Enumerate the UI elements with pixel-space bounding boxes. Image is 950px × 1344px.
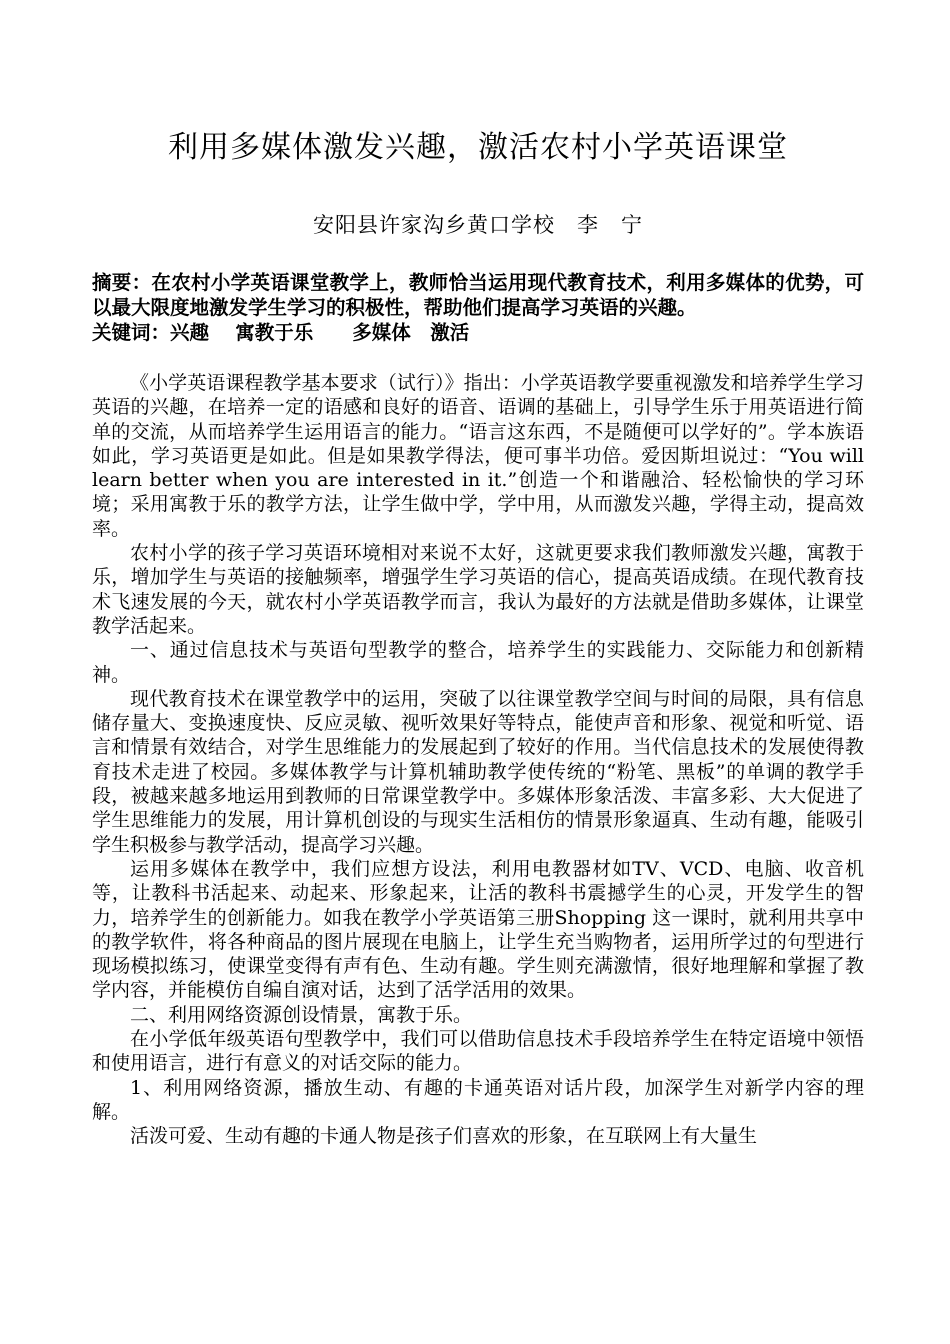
subsection-heading: 1、利用网络资源，播放生动、有趣的卡通英语对话片段，加深学生对新学内容的理解。 xyxy=(92,1076,864,1123)
paragraph: 在小学低年级英语句型教学中，我们可以借助信息技术手段培养学生在特定语境中领悟和使用语言，进行有意义的对话交际的能力。 xyxy=(92,1028,864,1075)
paragraph: 农村小学的孩子学习英语环境相对来说不太好，这就更要求我们教师激发兴趣，寓教于乐，增加学生与英语的接触频率，增强学生学习英语的信心，提高英语成绩。在现代教育技术飞速发展的今天，就农村小学英语教学而言，我认为最好的方法就是借助多媒体，让课堂教学活起来。 xyxy=(92,542,864,637)
body-text xyxy=(92,371,864,1149)
paragraph: 活泼可爱、生动有趣的卡通人物是孩子们喜欢的形象，在互联网上有大量生 xyxy=(130,1125,758,1148)
paragraph: 运用多媒体在教学中，我们应想方设法，利用电教器材如TV、VCD、电脑、收音机等，让教科书活起来、动起来、形象起来，让活的教科书震撼学生的心灵，开发学生的智力，培养学生的创新能力。如我在教学小学英语第三册Shopping 这一课时，就利用共享中的教学软件，将各种商品的图片展现在电脑上，让学生充当购物者，运用所学过的句型进行现场模拟练习，使课堂变得有声有色、生动有趣。学生则充满激情，很好地理解和掌握了教学内容，并能模仿自编自演对话，达到了活学活用的效果。 xyxy=(92,857,864,1002)
paragraph: 《小学英语课程教学基本要求（试行）》指出：小学英语教学要重视激发和培养学生学习英语的兴趣，在培养一定的语感和良好的语音、语调的基础上，引导学生乐于用英语进行简单的交流，从而培养学生运用语言的能力。“语言这东西，不是随便可以学好的”。学本族语如此，学习英语更是如此。但是如果教学得法，便可事半功倍。爱因斯坦说过：“You will learn better when you are interested in it.”创造一个和谐融洽、轻松愉快的学习环境；采用寓教于乐的教学方法，让学生做中学，学中用，从而激发兴趣，学得主动，提高效率。 xyxy=(92,372,864,540)
section-heading: 一、通过信息技术与英语句型教学的整合，培养学生的实践能力、交际能力和创新精神。 xyxy=(92,639,864,686)
document-page xyxy=(92,126,864,1149)
author-line: 安阳县许家沟乡黄口学校 李 宁 xyxy=(313,213,643,237)
abstract-text: 摘要：在农村小学英语课堂教学上，教师恰当运用现代教育技术，利用多媒体的优势，可以最大限度地激发学生学习的积极性，帮助他们提高学习英语的兴趣。 xyxy=(92,271,864,319)
abstract-block xyxy=(92,270,864,345)
document-title: 利用多媒体激发兴趣，激活农村小学英语课堂 xyxy=(168,130,788,165)
paragraph: 现代教育技术在课堂教学中的运用，突破了以往课堂教学空间与时间的局限，具有信息储存量大、变换速度快、反应灵敏、视听效果好等特点，能使声音和形象、视觉和听觉、语言和情景有效结合，对学生思维能力的发展起到了较好的作用。当代信息技术的发展使得教育技术走进了校园。多媒体教学与计算机辅助教学使传统的“粉笔、黑板”的单调的教学手段，被越来越多地运用到教师的日常课堂教学中。多媒体形象活泼、丰富多彩、大大促进了学生思维能力的发展，用计算机创设的与现实生活相仿的情景形象逼真、生动有趣，能吸引学生积极参与教学活动，提高学习兴趣。 xyxy=(92,687,864,856)
keywords-line: 关键词：兴趣 寓教于乐 多媒体 激活 xyxy=(92,321,470,344)
section-heading: 二、利用网络资源创设情景，寓教于乐。 xyxy=(130,1003,473,1026)
